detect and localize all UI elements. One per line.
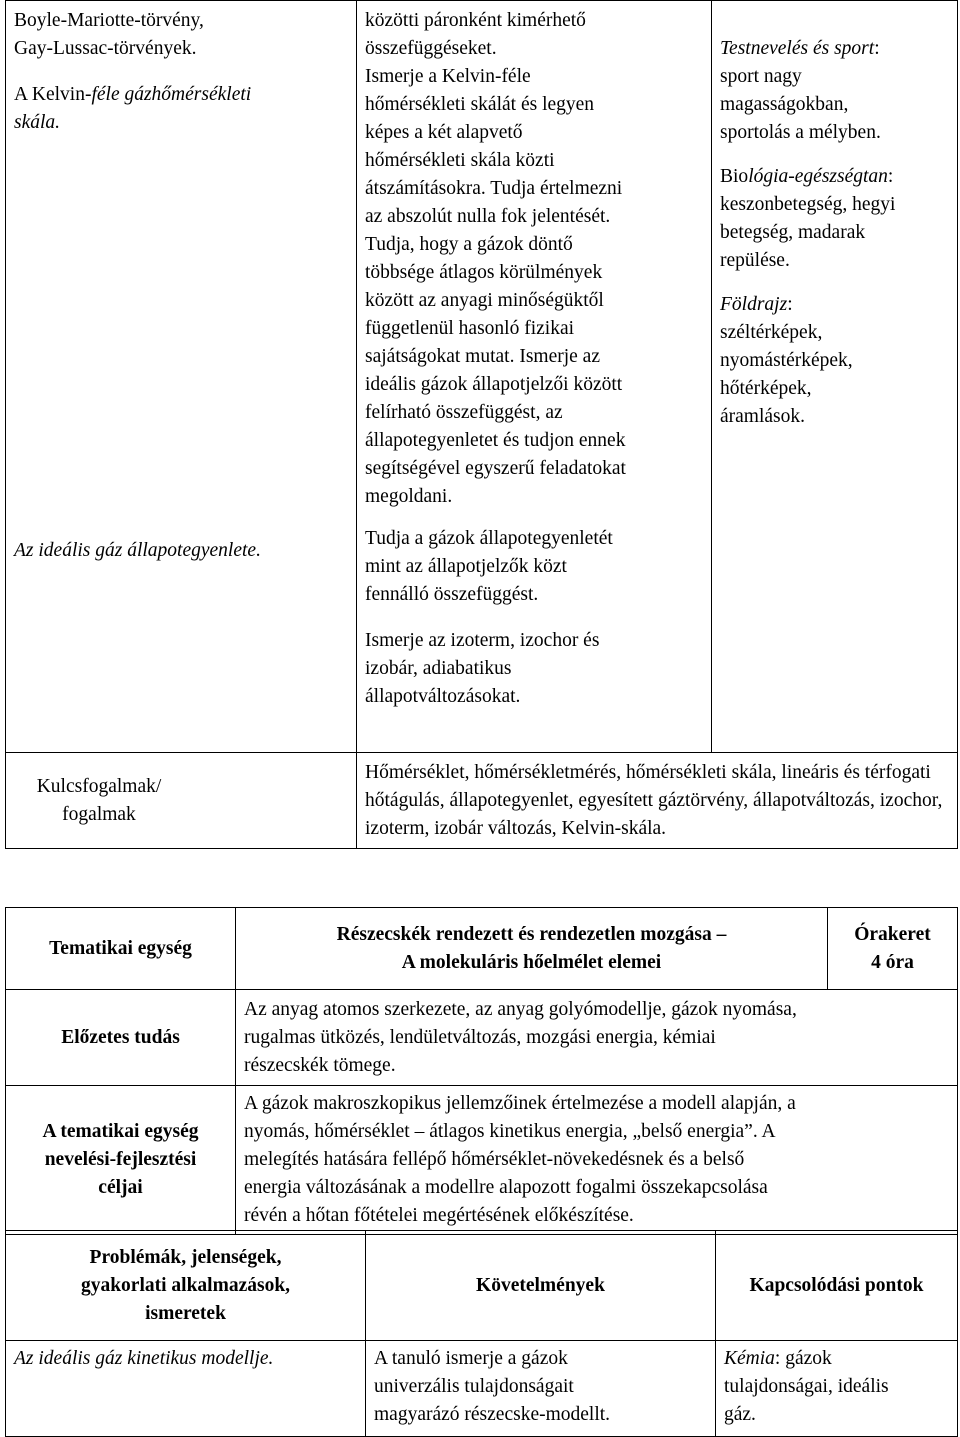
text-line bbox=[14, 81, 348, 109]
text-line: révén a hőtan főtételei megértésének előkészítése. bbox=[244, 1205, 634, 1226]
text-line: felírható összefüggést, az bbox=[365, 402, 563, 423]
unit-table bbox=[5, 907, 958, 1235]
text-run: Kémia bbox=[724, 1348, 775, 1369]
text-line: melegítés hatására fellépő hőmérséklet-növekedésnek és a belső bbox=[244, 1149, 745, 1170]
text-line: átszámításokra. Tudja értelmezni bbox=[365, 178, 623, 199]
text-line: nevelési-fejlesztési bbox=[44, 1149, 197, 1170]
text-line: A tematikai egység bbox=[42, 1121, 199, 1142]
text-line bbox=[14, 109, 348, 137]
text-line: Hőmérséklet, hőmérsékletmérés, hőmérsékleti skála, lineáris és térfogati bbox=[365, 761, 931, 783]
prior-knowledge-label: Előzetes tudás bbox=[6, 990, 236, 1086]
text-line: függetlenül hasonló fizikai bbox=[365, 318, 575, 339]
text-line bbox=[720, 35, 949, 63]
text-line: ismeretek bbox=[145, 1302, 226, 1324]
prior-knowledge-text bbox=[236, 990, 958, 1086]
text-run: : bbox=[787, 294, 793, 315]
text-line bbox=[720, 191, 949, 219]
text-line: közötti páronként kimérhető bbox=[365, 10, 586, 31]
text-run: gáz. bbox=[724, 1404, 756, 1425]
text-line: Tudja a gázok állapotegyenletét bbox=[365, 528, 613, 549]
header-problems bbox=[6, 1231, 366, 1341]
hours-label: Órakeret bbox=[854, 923, 931, 945]
text-line bbox=[720, 63, 949, 91]
text-run: : gázok bbox=[774, 1348, 832, 1369]
text-line: az abszolút nulla fok jelentését. bbox=[365, 206, 611, 227]
text-run: féle gázhőmérsékleti bbox=[91, 84, 252, 105]
connection-group bbox=[720, 35, 949, 147]
text-line bbox=[720, 403, 949, 431]
text-line: állapotváltozásokat. bbox=[365, 686, 521, 707]
topic-ideal-gas-equation bbox=[14, 537, 348, 565]
text-run: skála. bbox=[14, 112, 61, 133]
topics-column bbox=[6, 1, 357, 753]
unit-title bbox=[236, 908, 828, 990]
text-run: betegség, madarak bbox=[720, 222, 866, 243]
text-run: Testnevelés és sport bbox=[720, 38, 875, 59]
text-line: fennálló összefüggést. bbox=[365, 584, 539, 605]
text-line bbox=[720, 291, 949, 319]
text-line: Ismerje a Kelvin-féle bbox=[365, 66, 531, 87]
topic-laws bbox=[14, 7, 348, 63]
text-run: magasságokban, bbox=[720, 94, 849, 115]
text-line: Részecskék rendezett és rendezetlen mozgása – bbox=[336, 923, 727, 945]
text-line: Problémák, jelenségek, bbox=[89, 1246, 282, 1268]
text-line: energia változásának a modellre alapozott fogalmi összekapcsolása bbox=[244, 1177, 768, 1198]
text-line bbox=[720, 247, 949, 275]
text-run: áramlások. bbox=[720, 406, 806, 427]
text-line bbox=[720, 163, 949, 191]
text-line bbox=[14, 35, 348, 63]
text-line: Az anyag atomos szerkezete, az anyag golyómodellje, gázok nyomása, bbox=[244, 998, 797, 1020]
requirements-block-2 bbox=[365, 525, 703, 609]
text-line: izoterm, izobár változás, Kelvin-skála. bbox=[365, 817, 667, 839]
text-line: gyakorlati alkalmazások, bbox=[80, 1274, 291, 1296]
text-line: A gázok makroszkopikus jellemzőinek értelmezése a modell alapján, a bbox=[244, 1093, 796, 1114]
text-line: izobár, adiabatikus bbox=[365, 658, 512, 679]
text-line bbox=[724, 1345, 949, 1373]
text-line bbox=[720, 91, 949, 119]
text-line bbox=[720, 119, 949, 147]
text-run: Gay-Lussac-törvények. bbox=[14, 38, 197, 59]
topic-kelvin-scale bbox=[14, 81, 348, 137]
text-line: céljai bbox=[98, 1177, 143, 1198]
goals-label bbox=[6, 1086, 236, 1235]
text-line bbox=[14, 7, 348, 35]
text-run: lógia-egészségtan bbox=[748, 166, 888, 187]
connection-group bbox=[720, 291, 949, 431]
text-line bbox=[720, 347, 949, 375]
text-line: Kulcsfogalmak/ bbox=[36, 775, 162, 797]
text-line: Ismerje az izoterm, izochor és bbox=[365, 630, 600, 651]
header-requirements: Követelmények bbox=[366, 1231, 716, 1341]
hours-value: 4 óra bbox=[871, 951, 914, 973]
connection-group bbox=[720, 163, 949, 275]
text-line: Tudja, hogy a gázok döntő bbox=[365, 234, 573, 255]
text-run: sportolás a mélyben. bbox=[720, 122, 881, 143]
text-line: többsége átlagos körülmények bbox=[365, 262, 603, 283]
text-line: fogalmak bbox=[62, 803, 136, 825]
text-line: sajátságokat mutat. Ismerje az bbox=[365, 346, 600, 367]
text-run: keszonbetegség, hegyi bbox=[720, 194, 896, 215]
text-line: nyomás, hőmérséklet – átlagos kinetikus energia, „belső energia”. A bbox=[244, 1121, 776, 1142]
header-connections: Kapcsolódási pontok bbox=[716, 1231, 958, 1341]
curriculum-table-top bbox=[5, 0, 958, 849]
text-run: nyomástérképek, bbox=[720, 350, 853, 371]
text-run: hőtérképek, bbox=[720, 378, 812, 399]
text-line: állapotegyenletet és tudjon ennek bbox=[365, 430, 626, 451]
row-connection bbox=[716, 1341, 958, 1437]
text-line bbox=[720, 219, 949, 247]
text-run: repülése. bbox=[720, 250, 790, 271]
text-line: rugalmas ütközés, lendületváltozás, mozgási energia, kémiai bbox=[244, 1026, 716, 1048]
keywords-label bbox=[6, 753, 357, 849]
text-run: széltérképek, bbox=[720, 322, 823, 343]
text-run: : bbox=[874, 38, 880, 59]
text-run: sport nagy bbox=[720, 66, 802, 87]
text-line: hőmérsékleti skála közti bbox=[365, 150, 555, 171]
text-run: : bbox=[887, 166, 894, 187]
goals-text bbox=[236, 1086, 958, 1235]
text-line: A molekuláris hőelmélet elemei bbox=[401, 951, 662, 973]
text-run: Az ideális gáz állapotegyenlete. bbox=[14, 540, 261, 561]
text-line: ideális gázok állapotjelzői között bbox=[365, 374, 623, 395]
text-line: hőmérsékleti skálát és legyen bbox=[365, 94, 595, 115]
requirements-block-3 bbox=[365, 627, 703, 711]
requirements-column bbox=[357, 1, 712, 753]
row-problem: Az ideális gáz kinetikus modellje. bbox=[6, 1341, 366, 1437]
content-table bbox=[5, 1230, 958, 1437]
text-line bbox=[14, 537, 348, 565]
connections-groups bbox=[720, 35, 949, 431]
connections-column bbox=[712, 1, 958, 753]
text-line: megoldani. bbox=[365, 486, 453, 507]
unit-label: Tematikai egység bbox=[6, 908, 236, 990]
text-line: mint az állapotjelzők közt bbox=[365, 556, 567, 577]
text-line bbox=[724, 1373, 949, 1401]
text-line: magyarázó részecske-modellt. bbox=[374, 1404, 611, 1425]
text-line: képes a két alapvető bbox=[365, 122, 523, 143]
text-run: tulajdonságai, ideális bbox=[724, 1376, 889, 1397]
text-line bbox=[720, 375, 949, 403]
text-run: A Kelvin- bbox=[14, 84, 92, 105]
requirements-block-1 bbox=[365, 7, 703, 511]
text-run: Földrajz bbox=[720, 294, 788, 315]
text-line: részecskék tömege. bbox=[244, 1054, 396, 1076]
text-line: A tanuló ismerje a gázok bbox=[374, 1348, 568, 1369]
text-line: univerzális tulajdonságait bbox=[374, 1376, 574, 1397]
text-line: hőtágulás, állapotegyenlet, egyesített gáztörvény, állapotváltozás, izochor, bbox=[365, 789, 943, 811]
text-run: Bio bbox=[720, 166, 749, 187]
text-line: összefüggéseket. bbox=[365, 38, 497, 59]
row-requirement bbox=[366, 1341, 716, 1437]
text-line: segítségével egyszerű feladatokat bbox=[365, 458, 626, 479]
keywords-text bbox=[357, 753, 958, 849]
hours-cell bbox=[828, 908, 958, 990]
text-line: között az anyagi minőségüktől bbox=[365, 290, 604, 311]
text-run: Boyle-Mariotte-törvény, bbox=[14, 10, 204, 31]
text-line bbox=[720, 319, 949, 347]
text-line bbox=[724, 1401, 949, 1429]
